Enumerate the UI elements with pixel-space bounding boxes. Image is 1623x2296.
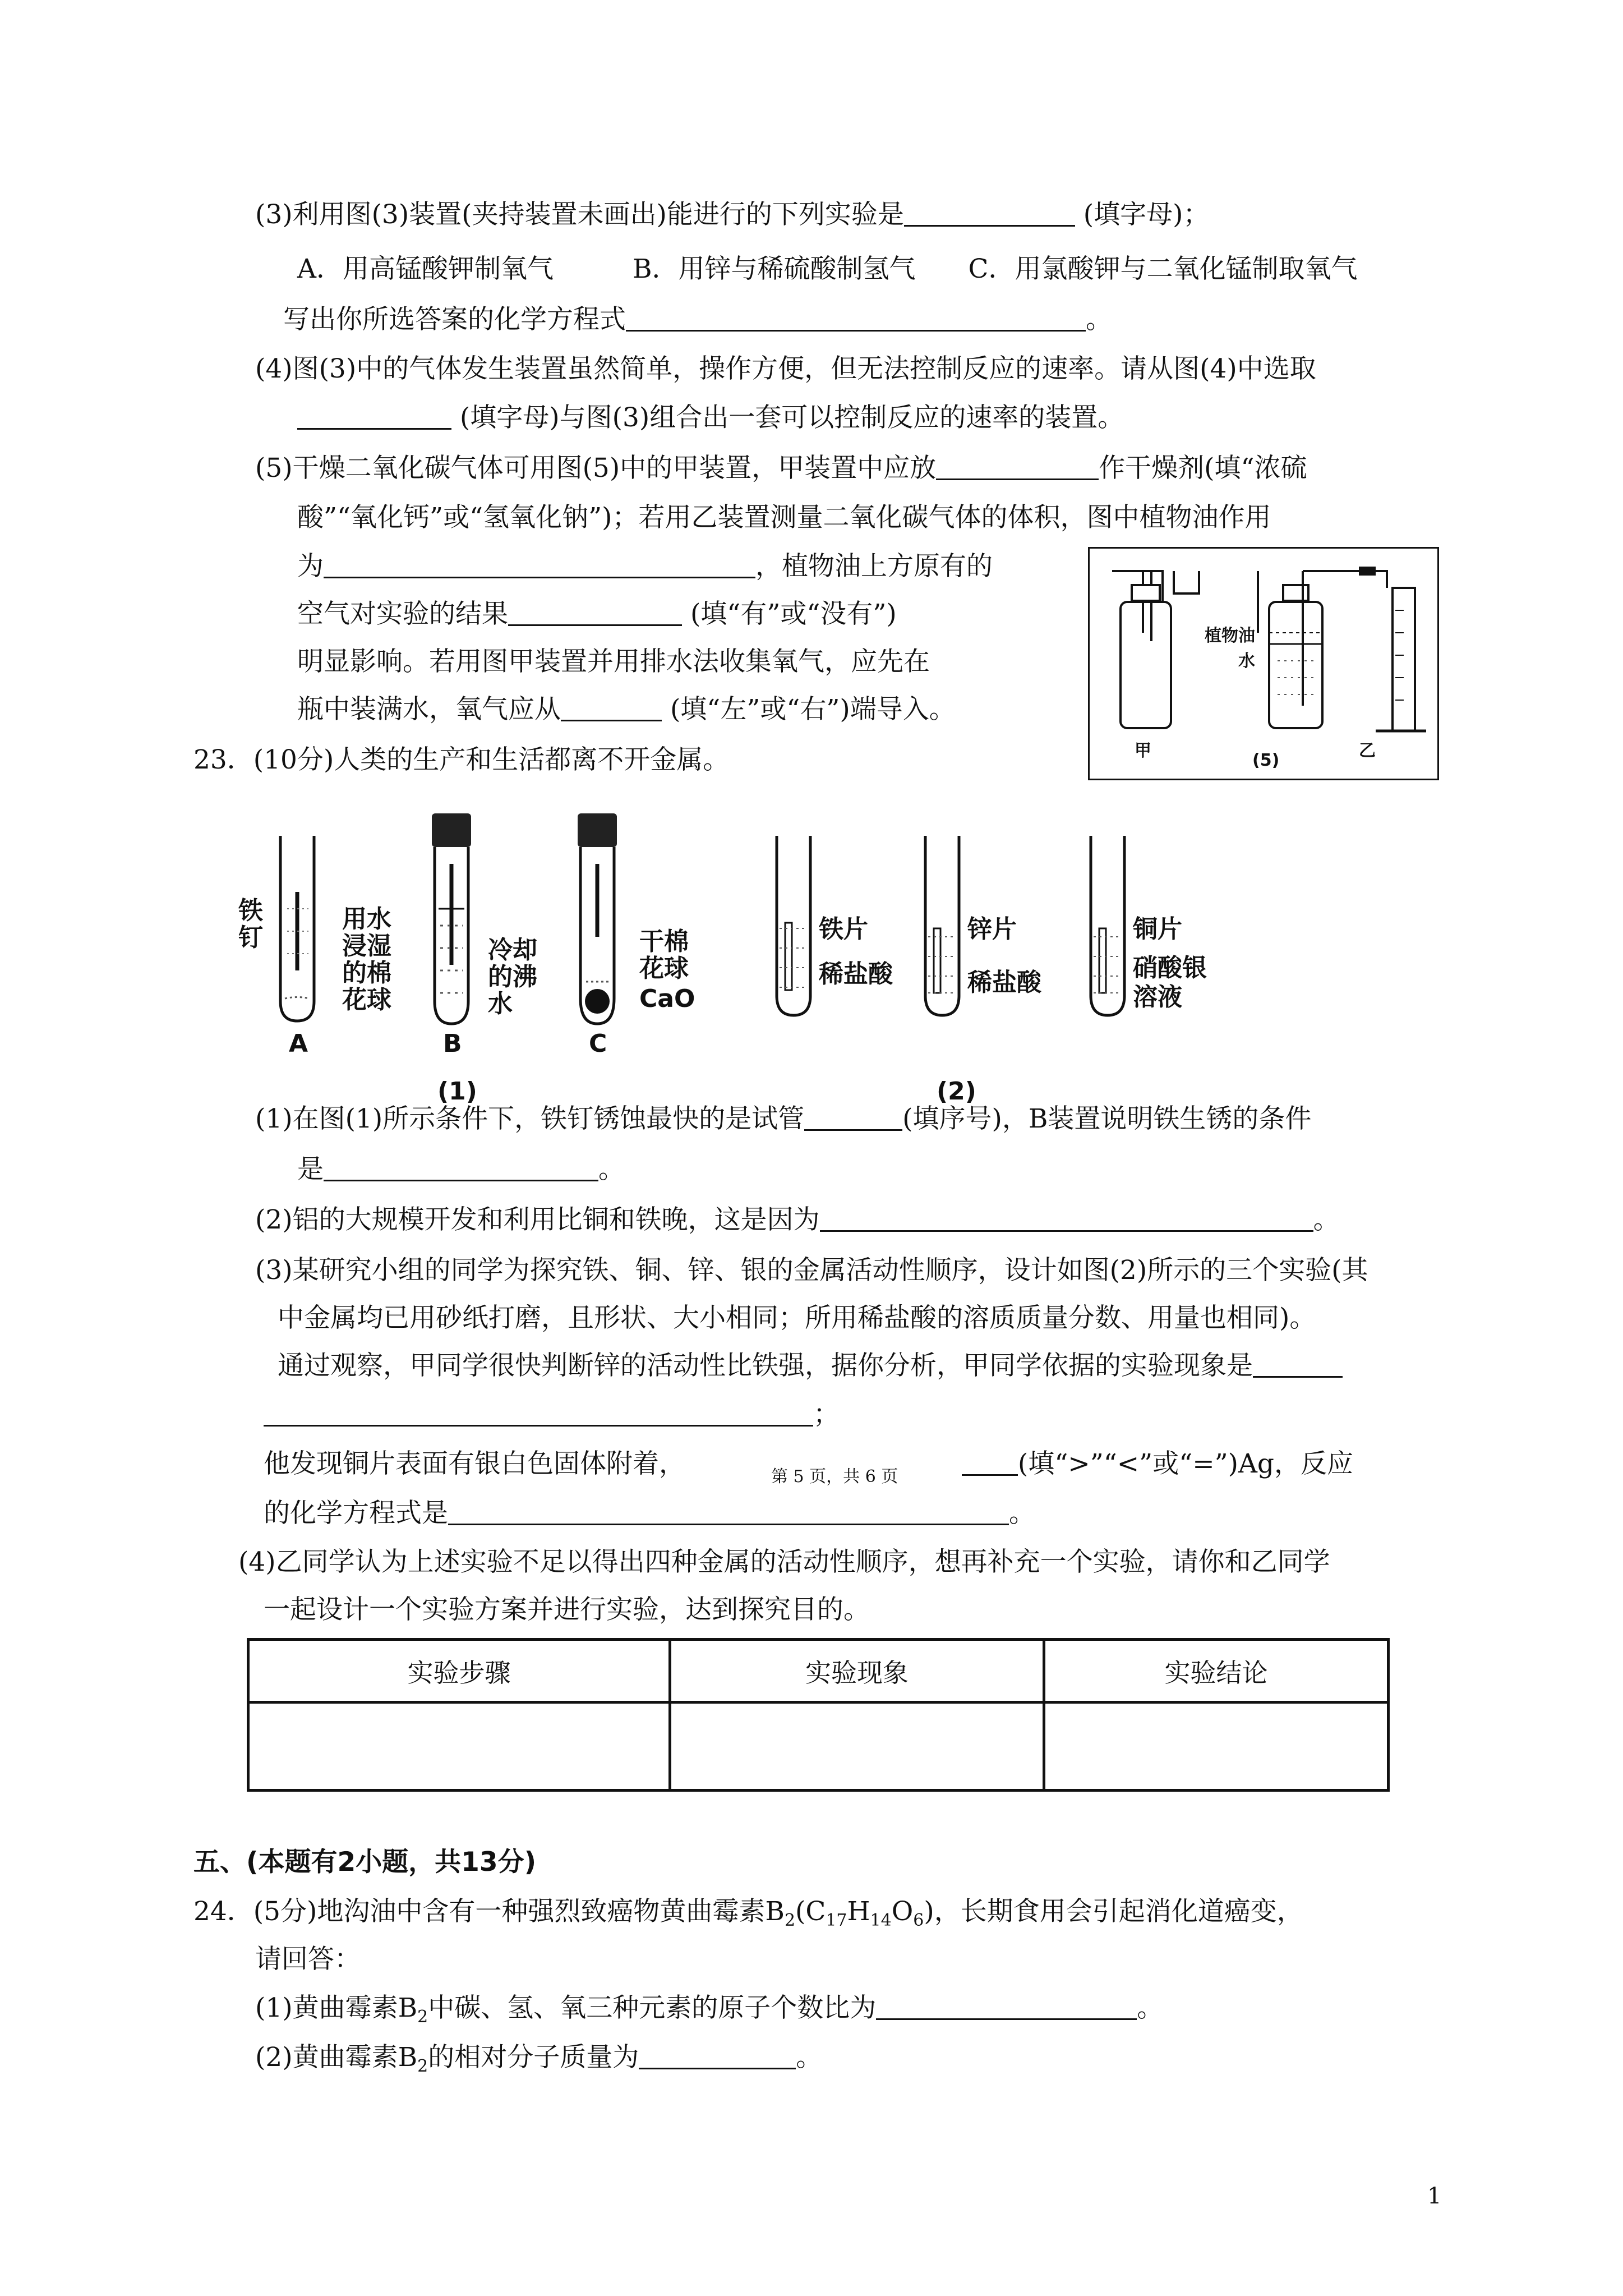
answer-blank[interactable] (626, 304, 1086, 332)
q24-q2: (2)黄曲霉素$B_2$的相对分子质量为 。 (255, 2042, 823, 2076)
answer-blank[interactable] (936, 453, 1099, 480)
table-row (248, 1703, 1389, 1791)
q23-title: 23．(10分)人类的生产和生活都离不开金属。 (193, 744, 730, 775)
answer-blank[interactable] (962, 1448, 1018, 1476)
q24-q1: (1)黄曲霉素$B_2$中碳、氢、氧三种元素的原子个数比为 。 (255, 1993, 1164, 2027)
answer-blank[interactable] (820, 1204, 1313, 1232)
q23-3-line6: 的化学方程式是 。 (264, 1498, 1035, 1529)
label-silver-nitrate: 硝酸银溶液 (1133, 954, 1207, 1011)
table-header: 实验结论 (1044, 1640, 1389, 1703)
answer-blank[interactable] (876, 1993, 1137, 2020)
q22-5-line2: 酸”“氧化钙”或“氢氧化钠”)；若用乙装置测量二氧化碳气体的体积，图中植物油作用 (297, 502, 1271, 533)
experiment-table (247, 1638, 1390, 1792)
answer-blank[interactable] (639, 2042, 796, 2069)
label-zinc-sheet: 锌片 (967, 915, 1017, 944)
q23-1-line1: (1)在图(1)所示条件下，铁钉锈蚀最快的是试管 (填序号)，B装置说明铁生锈的条件 (255, 1103, 1312, 1134)
section-5-title: 五、(本题有2小题，共13分) (193, 1847, 537, 1878)
label-yi: 乙 (1359, 741, 1376, 761)
answer-blank[interactable] (508, 599, 682, 626)
label-vegetable-oil: 植物油 (1205, 626, 1255, 646)
q22-5-line4: 空气对实验的结果 (填“有”或“没有”) (297, 599, 897, 629)
answer-blank[interactable] (264, 1399, 813, 1427)
answer-blank[interactable] (448, 1498, 1009, 1525)
table-header: 实验步骤 (248, 1640, 670, 1703)
label-hcl-1: 稀盐酸 (819, 960, 893, 988)
table-cell-conclusion[interactable] (1044, 1703, 1389, 1791)
q23-3-line2: 中金属均已用砂纸打磨，且形状、大小相同；所用稀盐酸的溶质质量分数、用量也相同)。 (278, 1303, 1316, 1333)
figure-2-number: (2) (937, 1077, 976, 1106)
figure-5-number: (5) (1252, 751, 1280, 770)
figure-1-and-2 (224, 808, 1290, 1111)
answer-blank[interactable] (297, 402, 451, 430)
table-header: 实验现象 (670, 1640, 1044, 1703)
q23-3-line1: (3)某研究小组的同学为探究铁、铜、锌、银的金属活动性顺序，设计如图(2)所示的三个实验(其 (255, 1255, 1368, 1286)
label-c: C (589, 1029, 607, 1058)
q24-line1: 24．(5分)地沟油中含有一种强烈致癌物黄曲霉素$B_2(C_{17}H_{14}O_6)$，长期食用会引起消化道癌变， (193, 1896, 1303, 1930)
q23-3-line3: 通过观察，甲同学很快判断锌的活动性比铁强，据你分析，甲同学依据的实验现象是 (278, 1349, 1343, 1383)
page-mark: 第 5 页，共 6 页 (771, 1467, 898, 1487)
q22-5-line5: 明显影响。若用图甲装置并用排水法收集氧气，应先在 (297, 646, 930, 677)
label-cooled-boiled-water: 冷却的沸水 (488, 936, 537, 1018)
q22-5-line3: 为 ，植物油上方原有的 (297, 551, 993, 582)
q24-line2: 请回答： (255, 1944, 361, 1975)
q22-4-line2: (填字母)与图(3)组合出一套可以控制反应的速率的装置。 (297, 401, 1124, 435)
q22-3-line3: 写出你所选答案的化学方程式 。 (283, 304, 1112, 335)
label-hcl-2: 稀盐酸 (967, 968, 1041, 997)
q23-3-line4: ； (264, 1398, 840, 1432)
label-b: B (443, 1029, 462, 1058)
q23-3-line5: 他发现铜片表面有银白色固体附着， (264, 1448, 685, 1479)
answer-blank[interactable] (324, 1154, 598, 1181)
answer-blank[interactable] (904, 199, 1075, 227)
table-header-row (248, 1640, 1389, 1703)
table-cell-steps[interactable] (248, 1703, 670, 1791)
q22-3-line1: (3)利用图(3)装置(夹持装置未画出)能进行的下列实验是 (填字母)； (255, 199, 1210, 230)
figure-1-number: (1) (437, 1077, 477, 1106)
q22-5-line1: (5)干燥二氧化碳气体可用图(5)中的甲装置，甲装置中应放 作干燥剂(填“浓硫 (255, 453, 1307, 484)
answer-blank[interactable] (561, 694, 662, 721)
figure-5 (1088, 547, 1439, 780)
label-iron-sheet: 铁片 (819, 915, 868, 944)
label-copper-sheet: 铜片 (1133, 915, 1182, 944)
q23-1-line2: 是 。 (297, 1154, 625, 1185)
answer-blank[interactable] (1253, 1350, 1343, 1378)
answer-blank[interactable] (324, 551, 755, 578)
q23-2-line: (2)铝的大规模开发和利用比铜和铁晚，这是因为 。 (255, 1204, 1340, 1235)
label-a: A (289, 1029, 308, 1058)
page-number: 1 (1427, 2183, 1442, 2209)
q23-4-line2: 一起设计一个实验方案并进行实验，达到探究目的。 (264, 1594, 870, 1625)
label-wet-cotton: 用水浸湿的棉花球 (342, 905, 391, 1014)
table-cell-phenomena[interactable] (670, 1703, 1044, 1791)
label-cao: CaO (639, 984, 695, 1013)
q22-5-line6: 瓶中装满水，氧气应从 (填“左”或“右”)端导入。 (297, 694, 956, 725)
label-dry-cotton: 干棉花球 (639, 927, 689, 983)
label-jia: 甲 (1135, 741, 1151, 761)
q23-4-line1: (4)乙同学认为上述实验不足以得出四种金属的活动性顺序，想再补充一个实验，请你和乙同学 (238, 1547, 1330, 1577)
label-iron-nail: 铁钉 (238, 896, 263, 952)
q22-3-options: A．用高锰酸钾制氧气 B．用锌与稀硫酸制氢气 C．用氯酸钾与二氧化锰制取氧气 (297, 254, 1358, 284)
label-water: 水 (1238, 651, 1255, 671)
answer-blank[interactable] (804, 1103, 902, 1131)
q22-4-line1: (4)图(3)中的气体发生装置虽然简单，操作方便，但无法控制反应的速率。请从图(4)中选取 (255, 353, 1316, 384)
q23-3-line5-tail: (填“>”“<”或“=”)Ag，反应 (962, 1447, 1353, 1481)
